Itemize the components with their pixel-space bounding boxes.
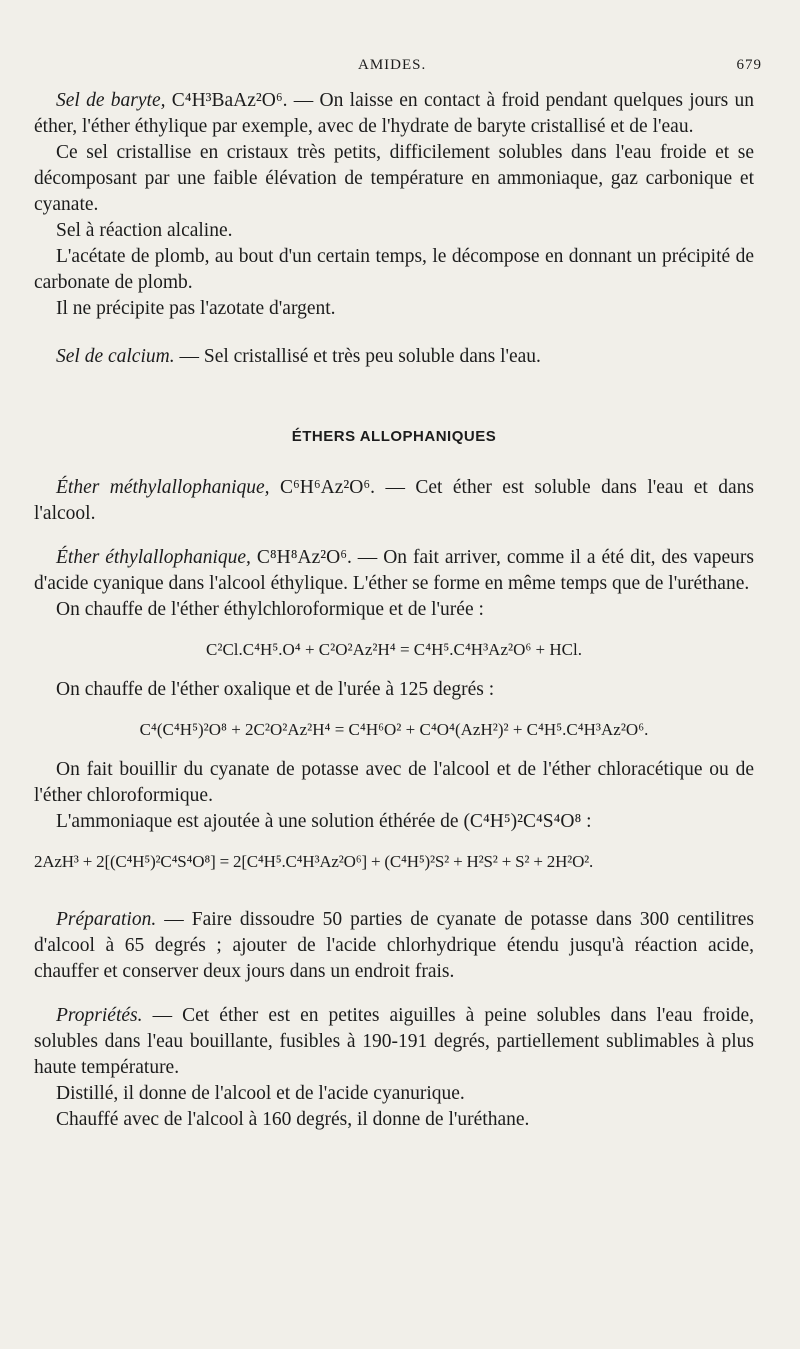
paragraph-text: — Faire dissoudre 50 parties de cyanate de potasse dans 300 centilitres d'alcool à 65 degrés ; ajouter de l'acide chlorhydrique étendu jusqu'à réaction acide, chauffer et conserver deux jours dans un endroit frais. [34, 909, 754, 982]
equation-3: 2AzH³ + 2[(C⁴H⁵)²C⁴S⁴O⁸] = 2[C⁴H⁵.C⁴H³Az²O⁶] + (C⁴H⁵)²S² + H²S² + S² + 2H²O². [34, 852, 594, 871]
section-title: ÉTHERS ALLOPHANIQUES [291, 428, 497, 445]
page-body [34, 88, 754, 1133]
paragraph-text: — Sel cristallisé et très peu soluble dans l'eau. [179, 346, 541, 367]
paragraph-text: — On fait arriver, comme il a été dit, des vapeurs d'acide cyanique dans l'alcool éthylique. L'éther se forme en même temps que de l'uréthane. [34, 547, 754, 594]
paragraph-heading: Propriétés. [56, 1005, 143, 1026]
paragraph-text: — Cet éther est soluble dans l'eau et dans l'alcool. [34, 477, 755, 524]
paragraph-cristaux: Ce sel cristallise en cristaux très petits, difficilement solubles dans l'eau froide et se décomposant par une faible élévation de température en ammoniaque, gaz carbonique et cyanate. [34, 142, 754, 215]
paragraph-methyl [34, 475, 754, 527]
running-header [0, 57, 800, 81]
chemical-formula: C⁸H⁸Az²O⁶. [256, 547, 352, 568]
equation-1: C²Cl.C⁴H⁵.O⁴ + C²O²Az²H⁴ = C⁴H⁵.C⁴H³Az²O⁶ + HCl. [206, 640, 582, 659]
paragraph-proprietes [34, 1003, 754, 1081]
paragraph-chauffe-1: On chauffe de l'éther éthylchloroformique et de l'urée : [56, 599, 484, 620]
paragraph-text: — On laisse en contact à froid pendant quelques jours un éther, l'éther éthylique par exemple, avec de l'hydrate de baryte cristallisé et de l'eau. [34, 90, 755, 137]
paragraph-text: — Cet éther est en petites aiguilles à peine solubles dans l'eau froide, solubles dans l'eau bouillante, fusibles à 190-191 degrés, partiellement sublimables à plus haute température. [34, 1005, 755, 1078]
paragraph-reaction: Sel à réaction alcaline. [56, 220, 233, 241]
paragraph-heading: Éther éthylallophanique, [56, 547, 251, 568]
page-number: 679 [736, 57, 762, 73]
paragraph-ethyl [34, 545, 754, 597]
paragraph-chauffe-2: On chauffe de l'éther oxalique et de l'urée à 125 degrés : [56, 679, 495, 700]
paragraph-heading: Éther méthylallophanique, [56, 477, 270, 498]
paragraph-preparation [34, 907, 754, 985]
equation-2: C⁴(C⁴H⁵)²O⁸ + 2C²O²Az²H⁴ = C⁴H⁶O² + C⁴O⁴(AzH²)² + C⁴H⁵.C⁴H³Az²O⁶. [139, 720, 649, 739]
paragraph-heading: Sel de baryte, [56, 90, 166, 111]
paragraph-sel-baryte [34, 88, 754, 140]
paragraph-chauffe-alcool: Chauffé avec de l'alcool à 160 degrés, il donne de l'uréthane. [56, 1109, 530, 1130]
chemical-formula: C⁴H³BaAz²O⁶. [171, 90, 288, 111]
paragraph-azotate: Il ne précipite pas l'azotate d'argent. [56, 298, 336, 319]
paragraph-heading: Préparation. [56, 909, 157, 930]
paragraph-acetate: L'acétate de plomb, au bout d'un certain temps, le décompose en donnant un précipité de carbonate de plomb. [34, 246, 754, 293]
paragraph-heading: Sel de calcium. [56, 346, 175, 367]
paragraph-sel-calcium [34, 344, 754, 370]
chemical-formula: C⁶H⁶Az²O⁶. [279, 477, 375, 498]
running-title: AMIDES. [358, 57, 427, 73]
paragraph-ammoniaque: L'ammoniaque est ajoutée à une solution éthérée de (C⁴H⁵)²C⁴S⁴O⁸ : [56, 811, 592, 832]
paragraph-bouillir: On fait bouillir du cyanate de potasse avec de l'alcool et de l'éther chloracétique ou de l'éther chloroformique. [34, 759, 754, 806]
paragraph-distille: Distillé, il donne de l'alcool et de l'acide cyanurique. [56, 1083, 465, 1104]
